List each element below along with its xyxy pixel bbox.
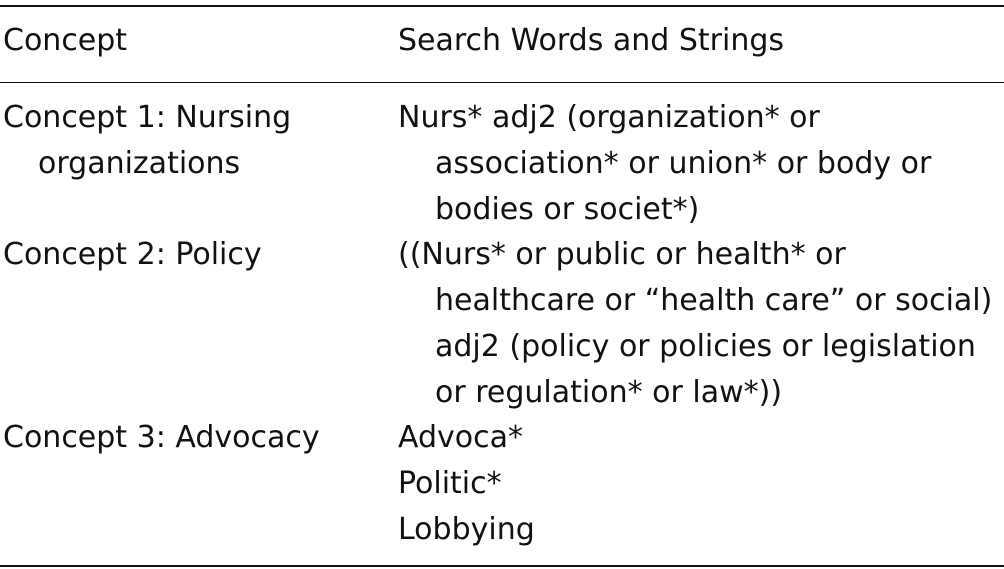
table-bottom-rule: [0, 565, 1004, 567]
search-terms-line: or regulation* or law*)): [435, 375, 783, 410]
search-terms-line: bodies or societ*): [435, 192, 700, 227]
table-header-rule: [0, 82, 1004, 83]
header-search-words: Search Words and Strings: [398, 23, 785, 58]
search-terms-line: association* or union* or body or: [435, 146, 932, 181]
search-terms-cell: [398, 232, 998, 416]
concept-cell: [3, 95, 383, 187]
concept-cell: [3, 415, 383, 461]
search-terms-line: ((Nurs* or public or health* or: [398, 237, 846, 272]
concept-label-continued: organizations: [38, 146, 241, 181]
concept-cell: [3, 232, 383, 278]
concept-label: Concept 2: Policy: [3, 237, 262, 272]
search-terms-line: healthcare or “health care” or social): [435, 283, 993, 318]
table-top-rule: [0, 5, 1004, 7]
search-terms-line: Lobbying: [398, 512, 535, 547]
concept-label: Concept 3: Advocacy: [3, 420, 320, 455]
search-terms-line: Politic*: [398, 466, 502, 501]
search-terms-cell: [398, 415, 998, 553]
search-terms-line: Nurs* adj2 (organization* or: [398, 100, 820, 135]
search-terms-line: Advoca*: [398, 420, 524, 455]
search-terms-line: adj2 (policy or policies or legislation: [435, 329, 976, 364]
search-terms-cell: [398, 95, 998, 233]
header-concept: Concept: [3, 23, 128, 58]
concept-label: Concept 1: Nursing: [3, 100, 292, 135]
